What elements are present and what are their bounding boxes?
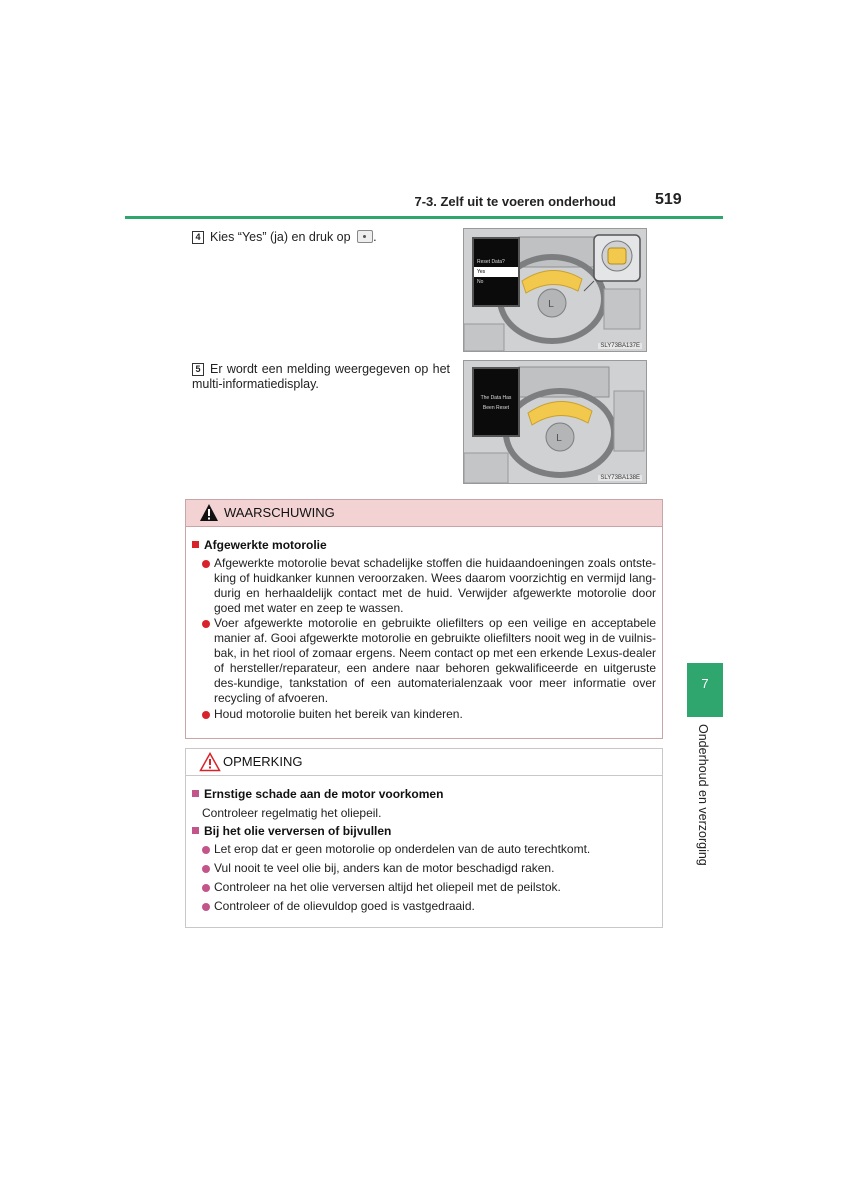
section-title: Afgewerkte motorolie [204, 538, 327, 552]
warning-header [186, 500, 662, 527]
header-divider [125, 216, 723, 219]
step-text: Er wordt een melding weergegeven op het multi-informatiedisplay. [192, 362, 450, 391]
warning-box [185, 499, 663, 739]
bullet-dot-icon [202, 884, 210, 892]
section-title: Bij het olie verversen of bijvullen [204, 824, 392, 838]
warning-triangle-icon [199, 503, 219, 522]
bullet-dot-icon [202, 711, 210, 719]
display-line: Reset Data? [477, 259, 505, 265]
note-section-heading [192, 787, 443, 801]
display-option-yes: Yes [474, 267, 518, 277]
chapter-title: 7-3. Zelf uit te voeren onderhoud [414, 194, 616, 209]
note-header [186, 749, 662, 776]
step-4 [192, 230, 450, 245]
step-number: 5 [192, 363, 204, 376]
page-number: 519 [655, 191, 682, 208]
warning-section-heading [192, 538, 327, 552]
figure-code: SLY73BA138E [600, 475, 640, 481]
step-text: Kies “Yes” (ja) en druk op [210, 230, 355, 244]
bullet-text: Let erop dat er geen motorolie op onderdelen van de auto terechtkomt. [214, 842, 591, 856]
step-5 [192, 362, 450, 392]
bullet-text: Houd motorolie buiten het bereik van kinderen. [214, 707, 463, 721]
note-bullet [214, 899, 656, 914]
warning-title: WAARSCHUWING [224, 505, 335, 520]
caution-triangle-icon [199, 752, 221, 772]
multi-info-display [472, 237, 520, 307]
steering-wheel-figure-reset [463, 228, 647, 352]
bullet-dot-icon [202, 903, 210, 911]
note-bullet [214, 880, 656, 895]
note-section-text: Controleer regelmatig het oliepeil. [202, 806, 382, 820]
note-bullet [214, 842, 656, 857]
enter-button-icon [357, 230, 373, 243]
steering-wheel-figure-done [463, 360, 647, 484]
step-number: 4 [192, 231, 204, 244]
bullet-text: Controleer na het olie verversen altijd het oliepeil met de peilstok. [214, 880, 561, 894]
bullet-dot-icon [202, 620, 210, 628]
bullet-text: Voer afgewerkte motorolie en gebruikte oliefilters op een veilige en acceptabele manier af. Gooi afgewerkte motorolie en gebruikte oliefilters nooit weg in de vuilnis-bak, in het riool of zomaar ergens. Neem contact op met een erkende Lexus-dealer of hersteller/reparateur, een andere naar behoren gekwalificeerde en uitgeruste des-kundige, tankstation of een automaterialenzaak voor meer informatie over recycling of afvoeren. [214, 616, 656, 705]
svg-text:L: L [548, 299, 554, 310]
note-section-heading [192, 824, 391, 838]
display-line: Been Reset [482, 405, 510, 411]
square-bullet-icon [192, 790, 199, 797]
chapter-tab [687, 663, 723, 717]
multi-info-display [472, 367, 520, 437]
bullet-dot-icon [202, 865, 210, 873]
chapter-tab-number: 7 [701, 676, 709, 691]
note-bullet [214, 861, 656, 876]
display-line: The Data Has [480, 395, 512, 401]
bullet-text: Afgewerkte motorolie bevat schadelijke stoffen die huidaandoeningen zoals ontste-king of huidkanker kunnen veroorzaken. Wees daarom voorzichtig en vermijd lang-durig en herhaaldelijk contact met de huid. Verwijder afgewerkte motorolie door goed met water en zeep te wassen. [214, 556, 656, 615]
warning-bullet [214, 616, 656, 706]
bullet-text: Controleer of de olievuldop goed is vastgedraaid. [214, 899, 475, 913]
warning-bullet [214, 707, 656, 722]
section-title: Ernstige schade aan de motor voorkomen [204, 787, 444, 801]
figure-code: SLY73BA137E [600, 343, 640, 349]
step-text-end: . [373, 230, 377, 244]
display-option-no: No [477, 279, 484, 285]
svg-text:L: L [556, 433, 562, 444]
note-title: OPMERKING [223, 754, 303, 769]
chapter-tab-label: Onderhoud en verzorging [696, 724, 710, 866]
note-box [185, 748, 663, 928]
bullet-text: Vul nooit te veel olie bij, anders kan de motor beschadigd raken. [214, 861, 555, 875]
square-bullet-icon [192, 827, 199, 834]
bullet-dot-icon [202, 846, 210, 854]
square-bullet-icon [192, 541, 199, 548]
warning-bullet [214, 556, 656, 616]
bullet-dot-icon [202, 560, 210, 568]
